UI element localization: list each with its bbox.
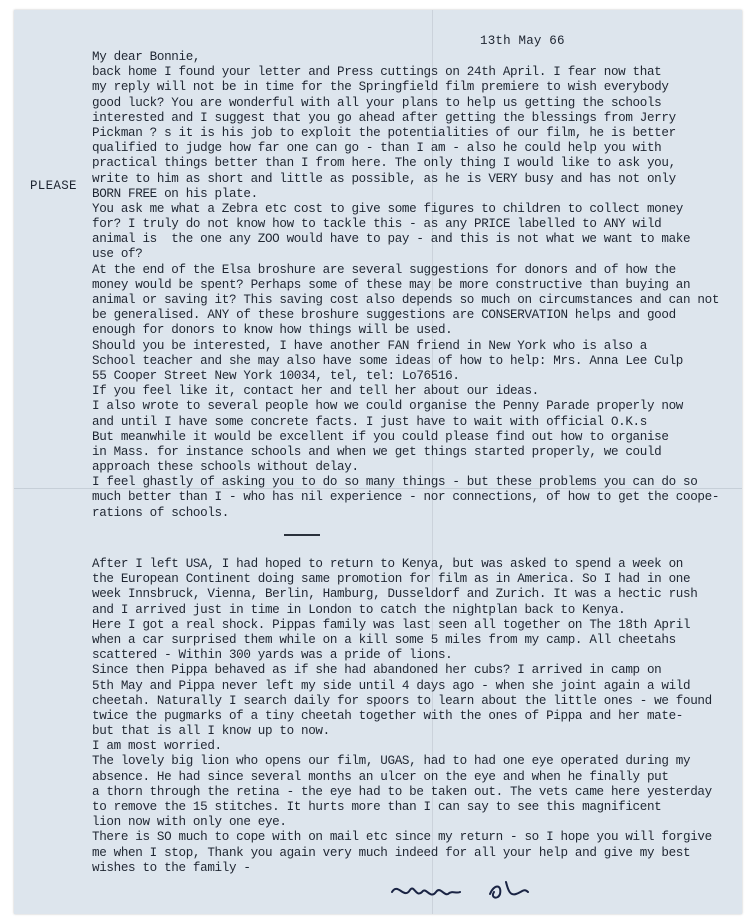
letter-line: 5th May and Pippa never left my side until 4 days ago - when she joint again a wild [92,678,691,693]
signature-stroke-first-name [392,888,460,894]
letter-line: After I left USA, I had hoped to return to Kenya, but was asked to spend a week on [92,557,684,571]
letter-line: I am most worried. [92,739,222,754]
letter-line: write to him as short and little as possible, as he is VERY busy and has not only [92,171,676,186]
letter-line: At the end of the Elsa broshure are several suggestions for donors and of how the [92,262,676,277]
letter-line: The lovely big lion who opens our film, UGAS, had to had one eye operated during my [92,754,691,769]
letter-line: animal is the one any ZOO would have to pay - and this is not what we want to make [92,232,691,247]
letter-line: interested and I suggest that you go ahead after getting the blessings from Jerry [92,110,676,125]
letter-line: scattered - Within 300 yards was a pride of lions. [92,648,453,663]
letter-line: and until I have some concrete facts. I just have to wait with official O.K.s [92,414,647,429]
letter-line: my reply will not be in time for the Springfield film premiere to wish everybody [92,80,669,95]
letter-line: animal or saving it? This saving cost also depends so much on circumstances and can not [92,293,720,307]
letter-line: me when I stop, Thank you again very much indeed for all your help and give my best [92,845,691,860]
letter-line: But meanwhile it would be excellent if you could please find out how to organise [92,429,669,444]
letter-line: absence. He had since several months an ulcer on the eye and when he finally put [92,769,669,784]
letter-line: I also wrote to several people how we could organise the Penny Parade properly now [92,399,684,414]
section-divider [284,534,320,536]
letter-line: twice the pugmarks of a tiny cheetah together with the ones of Pippa and her mate- [92,708,684,723]
letter-line: good luck? You are wonderful with all your plans to help us getting the schools [92,95,662,110]
letter-line: 55 Cooper Street New York 10034, tel, tel: Lo76516. [92,368,460,383]
letter-line: You ask me what a Zebra etc cost to give some figures to children to collect money [92,201,684,216]
letter-line: School teacher and she may also have some ideas of how to help: Mrs. Anna Lee Culp [92,353,684,368]
letter-body-part-1 [92,50,738,521]
letter-line: and I arrived just in time in London to catch the nightplan back to Kenya. [92,602,626,617]
letter-line: lion now with only one eye. [92,815,287,830]
letter-line: much better than I - who has nil experience - nor connections, of how to get the coope- [92,490,720,505]
letter-line: qualified to judge how far one can go - than I am - also he could help you with [92,141,662,156]
letter-line: be generalised. ANY of these broshure suggestions are CONSERVATION helps and good [92,308,676,323]
signature-stroke-surname [490,882,528,898]
letter-line: for? I truly do not know how to tackle this - as any PRICE labelled to ANY wild [92,217,662,232]
letter-line: BORN FREE on his plate. [92,186,258,201]
letter-line: practical things better than I from here. The only thing I would like to ask you, [92,156,676,171]
signature-image [386,872,546,906]
letter-line: cheetah. Naturally I search daily for spoors to learn about the little ones - we found [92,693,712,708]
letter-line: a thorn through the retina - the eye had to be taken out. The vets came here yesterday [92,784,712,799]
letter-line: money would be spent? Perhaps some of these may be more constructive than buying an [92,277,691,292]
letter-line: to remove the 15 stitches. It hurts more than I can say to see this magnificent [92,800,662,814]
letter-line: Pickman ? s it is his job to exploit the potentialities of our film, he is better [92,125,676,140]
letter-line: rations of schools. [92,505,229,520]
letter-line: approach these schools without delay. [92,460,359,475]
letter-date: 13th May 66 [480,34,565,48]
letter-sheet [14,10,742,914]
letter-line: My dear Bonnie, [92,50,201,64]
letter-line: but that is all I know up to now. [92,724,330,739]
letter-line: Since then Pippa behaved as if she had abandoned her cubs? I arrived in camp on [92,663,662,678]
letter-line: back home I found your letter and Press cuttings on 24th April. I fear now that [92,65,662,80]
letter-line: If you feel like it, contact her and tell her about our ideas. [92,384,539,399]
letter-line: There is SO much to cope with on mail etc since my return - so I hope you will forgive [92,830,712,845]
letter-line: the European Continent doing same promotion for film as in America. So I had in one [92,572,691,587]
letter-body-part-2 [92,557,738,876]
letter-line: week Innsbruck, Vienna, Berlin, Hamburg, Dusseldorf and Zurich. It was a hectic rush [92,587,698,602]
letter-line: Here I got a real shock. Pippas family was last seen all together on The 18th April [92,617,691,632]
letter-line: I feel ghastly of asking you to do so many things - but these problems you can do so [92,475,698,490]
letter-line: enough for donors to know how things will be used. [92,323,453,338]
letter-line: in Mass. for instance schools and when we get things started properly, we could [92,444,662,459]
letter-line: use of? [92,247,143,262]
margin-note: PLEASE [30,179,77,193]
letter-line: Should you be interested, I have another FAN friend in New York who is also a [92,338,647,353]
letter-line: wishes to the family - [92,860,251,875]
letter-line: when a car surprised them while on a kill some 5 miles from my camp. All cheetahs [92,632,676,647]
